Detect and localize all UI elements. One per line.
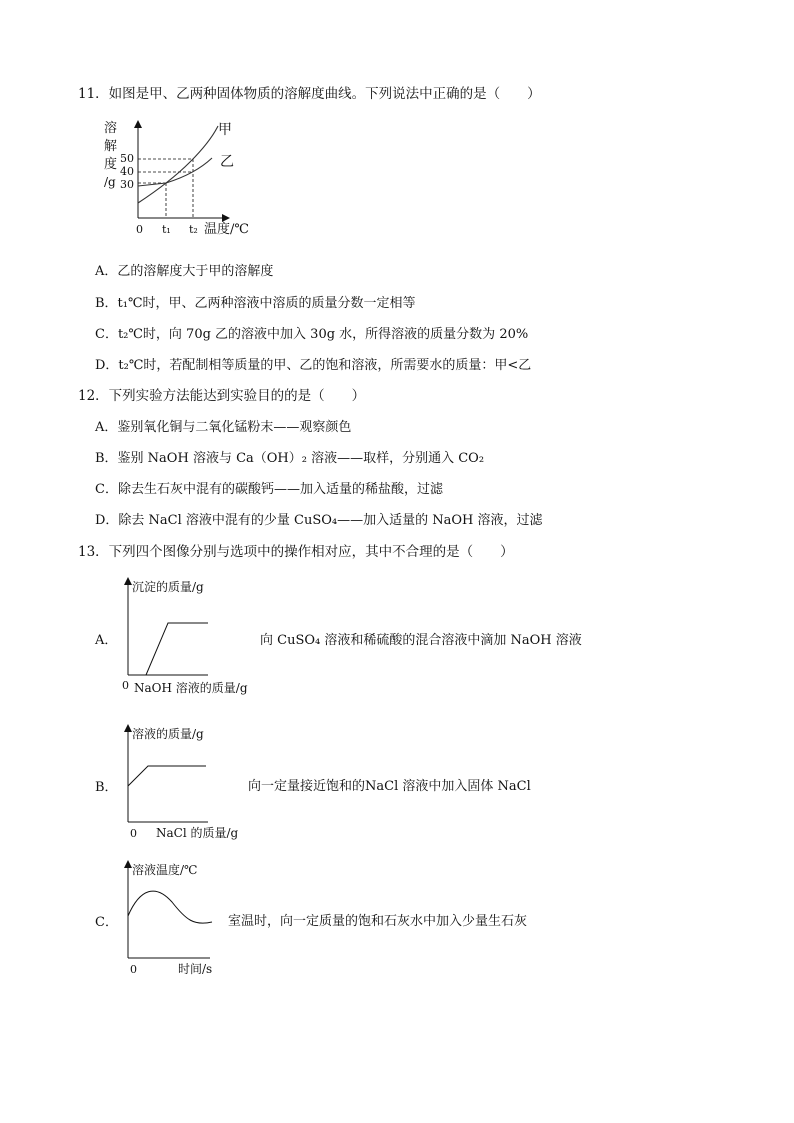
label-jia: 甲	[218, 122, 232, 138]
q13-b-letter: B．	[95, 780, 118, 795]
q11-ytick-30: 30	[120, 178, 134, 191]
q12-option-b: B．鉴别 NaOH 溶液与 Ca（OH）₂ 溶液——取样，分别通入 CO₂	[95, 451, 485, 466]
q11-ytick-50: 50	[120, 152, 134, 165]
q13-b-xlabel: NaCl 的质量/g	[156, 826, 239, 840]
q13-a-origin: 0	[122, 679, 129, 692]
q13-b-curve	[128, 766, 206, 786]
q13-a-curve	[146, 623, 208, 675]
q13-c-origin: 0	[130, 963, 137, 976]
q11-ylabel-1: 溶	[104, 121, 118, 136]
curve-jia	[138, 126, 218, 203]
q11-option-d: D．t₂℃时，若配制相等质量的甲、乙的饱和溶液，所需要水的质量：甲<乙	[95, 358, 532, 373]
q13-stem: 13．下列四个图像分别与选项中的操作相对应，其中不合理的是（ ）	[78, 544, 514, 560]
q12-option-d: D．除去 NaCl 溶液中混有的少量 CuSO₄——加入适量的 NaOH 溶液，过滤	[95, 513, 543, 528]
q12-option-a: A．鉴别氧化铜与二氧化锰粉末——观察颜色	[95, 420, 352, 435]
y-axis-arrow	[124, 860, 132, 868]
q11-xtick-t2: t₂	[189, 223, 198, 236]
q11-xlabel: 温度/℃	[204, 222, 249, 237]
q11-origin: 0	[136, 223, 143, 236]
y-axis-arrow	[124, 577, 132, 585]
q11-ylabel-2: 解	[104, 139, 118, 154]
q13-c-letter: C．	[95, 915, 118, 930]
q11-solubility-graph	[100, 120, 260, 240]
q11-option-a: A．乙的溶解度大于甲的溶解度	[95, 264, 274, 279]
y-axis-arrow	[124, 724, 132, 732]
x-axis-arrow	[222, 214, 230, 222]
q11-option-c: C．t₂℃时，向 70g 乙的溶液中加入 30g 水，所得溶液的质量分数为 20%	[95, 327, 529, 342]
q13-a-ylabel: 沉淀的质量/g	[132, 580, 204, 594]
q11-ylabel-3: 度	[104, 157, 118, 172]
q13-c-desc: 室温时，向一定质量的饱和石灰水中加入少量生石灰	[228, 914, 528, 929]
q13-c-ylabel: 溶液温度/℃	[132, 863, 198, 877]
q11-option-b: B．t₁℃时，甲、乙两种溶液中溶质的质量分数一定相等	[95, 296, 416, 311]
q13-a-letter: A．	[95, 633, 118, 648]
q11-ylabel-4: /g	[104, 175, 116, 189]
q13-c-curve	[128, 891, 212, 923]
q13-b-ylabel: 溶液的质量/g	[132, 727, 204, 741]
q11-xtick-t1: t₁	[162, 223, 171, 236]
q12-stem: 12．下列实验方法能达到实验目的的是（ ）	[78, 388, 366, 404]
q13-a-desc: 向 CuSO₄ 溶液和稀硫酸的混合溶液中滴加 NaOH 溶液	[260, 633, 582, 648]
q13-b-origin: 0	[130, 827, 137, 840]
q11-ytick-40: 40	[120, 165, 134, 178]
q13-b-desc: 向一定量接近饱和的NaCl 溶液中加入固体 NaCl	[248, 779, 531, 794]
q13-c-xlabel: 时间/s	[178, 962, 213, 976]
q11-stem: 11．如图是甲、乙两种固体物质的溶解度曲线。下列说法中正确的是（ ）	[78, 86, 541, 102]
q13-a-xlabel: NaOH 溶液的质量/g	[134, 681, 248, 695]
q12-option-c: C．除去生石灰中混有的碳酸钙——加入适量的稀盐酸，过滤	[95, 482, 443, 497]
y-axis-arrow	[134, 120, 142, 128]
label-yi: 乙	[220, 154, 234, 170]
q13-a-graph	[118, 575, 278, 695]
